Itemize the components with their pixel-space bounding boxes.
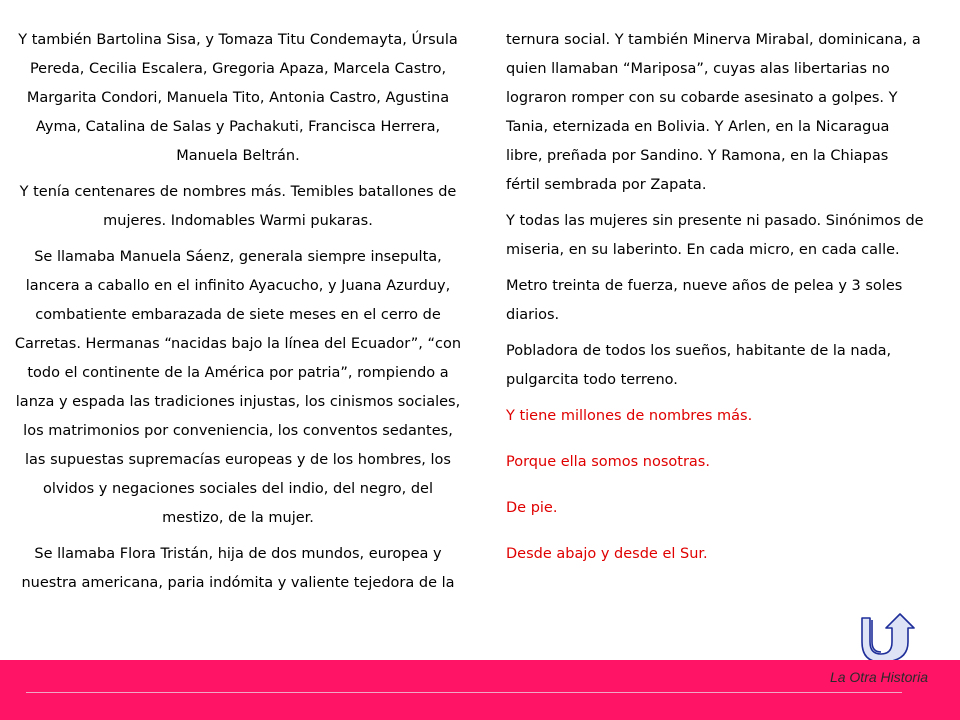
red-line-millones: Y tiene millones de nombres más. — [506, 408, 753, 424]
paragraph-manuela-saenz: Se llamaba Manuela Sáenz, generala siempre insepulta, lancera a caballo en el infinito Ayacucho, y Juana Azurduy, combatiente embarazada de siete meses en el cerro de Carretas. Hermanas “nacidas bajo la línea del Ecuador”, “con todo el continente de la América por patria”, rompiendo a lanza y espada las tradiciones injustas, los cinismos sociales, los matrimonios por conveniencia, los conventos sedantes, las supuestas supremacías europeas y de los hombres, los olvidos y negaciones sociales del indio, del negro, del mestizo, de la mujer. — [14, 249, 462, 526]
paragraph-pobladora: Pobladora de todos los sueños, habitante de la nada, pulgarcita todo terreno. — [506, 343, 892, 388]
footer-bar — [0, 660, 960, 720]
paragraph-warmi-pukaras: Y tenía centenares de nombres más. Temibles batallones de mujeres. Indomables Warmi pukaras. — [19, 184, 457, 229]
paragraph-ternura-social: ternura social. Y también Minerva Mirabal, dominicana, a quien llamaban “Mariposa”, cuyas alas libertarias no lograron romper con su cobarde asesinato a golpes. Y Tania, eternizada en Bolivia. Y Arlen, en la Nicaragua libre, preñada por Sandino. Y Ramona, en la Chiapas fértil sembrada por Zapata. — [506, 32, 921, 193]
return-arrow-icon — [848, 612, 928, 662]
footer-divider — [26, 692, 902, 693]
footer-title: La Otra Historia — [829, 669, 928, 685]
paragraph-sisa-names: Y también Bartolina Sisa, y Tomaza Titu Condemayta, Úrsula Pereda, Cecilia Escalera, Gregoria Apaza, Marcela Castro, Margarita Condori, Manuela Tito, Antonia Castro, Agustina Ayma, Catalina de Salas y Pachakuti, Francisca Herrera, Manuela Beltrán. — [18, 32, 458, 164]
red-line-nosotras: Porque ella somos nosotras. — [506, 454, 710, 470]
paragraph-metro-treinta: Metro treinta de fuerza, nueve años de pelea y 3 soles diarios. — [506, 278, 903, 323]
red-line-de-pie: De pie. — [506, 500, 558, 516]
red-line-desde-abajo: Desde abajo y desde el Sur. — [506, 546, 708, 562]
return-arrow-button[interactable] — [848, 612, 928, 662]
left-column — [14, 26, 462, 605]
paragraph-todas-las-mujeres: Y todas las mujeres sin presente ni pasado. Sinónimos de miseria, en su laberinto. En cada micro, en cada calle. — [506, 213, 924, 258]
paragraph-flora-tristan: Se llamaba Flora Tristán, hija de dos mundos, europea y nuestra americana, paria indómita y valiente tejedora de la — [21, 546, 455, 591]
right-column — [506, 26, 926, 586]
